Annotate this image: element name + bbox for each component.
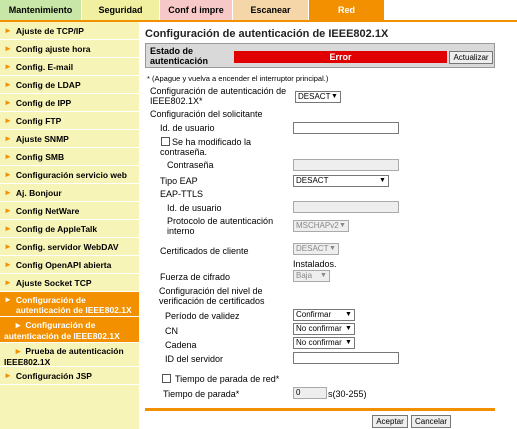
arrow-icon: ►	[4, 206, 12, 215]
chevron-down-icon: ▼	[345, 311, 352, 318]
sidebar-subitem-label: Configuración de autenticación de IEEE802.1X	[4, 320, 120, 341]
sidebar-item-tcpip[interactable]	[0, 22, 139, 40]
stop-time-unit: s(30-255)	[328, 389, 367, 399]
client-cert-value: DESACT	[296, 244, 329, 253]
inner-protocol-label: Protocolo de autenticación interno	[167, 216, 274, 236]
user-id-input[interactable]	[293, 122, 399, 134]
page-title: Configuración de autenticación de IEEE802.1X	[145, 28, 389, 40]
chevron-down-icon: ▼	[331, 93, 338, 100]
ttls-user-id-input[interactable]	[293, 201, 399, 213]
chevron-down-icon: ▼	[339, 222, 346, 229]
eap-type-value: DESACT	[296, 176, 329, 185]
eap-type-select[interactable]	[293, 175, 389, 187]
stop-time-label: Tiempo de parada*	[163, 389, 240, 399]
cn-select[interactable]	[293, 323, 355, 335]
client-cert-label: Certificados de cliente	[160, 246, 249, 256]
status-panel	[145, 43, 495, 68]
password-label: Contraseña	[167, 160, 214, 170]
sidebar-item-ftp[interactable]	[0, 112, 139, 130]
sidebar-item-label: Config SMB	[15, 151, 65, 162]
sidebar-item-ldap[interactable]	[0, 76, 139, 94]
arrow-icon: ►	[4, 242, 12, 251]
cipher-strength-select[interactable]	[293, 270, 330, 282]
arrow-icon: ►	[4, 188, 12, 197]
sidebar-item-label: Configuración JSP	[15, 370, 92, 381]
sidebar-item-label: Config FTP	[15, 115, 62, 126]
sidebar-item-openapi[interactable]	[0, 256, 139, 274]
sidebar-item-label: Config ajuste hora	[15, 43, 91, 54]
arrow-icon: ►	[4, 98, 12, 107]
sidebar-item-web-service[interactable]	[0, 166, 139, 184]
chevron-down-icon: ▼	[329, 245, 336, 252]
arrow-icon: ►	[4, 116, 12, 125]
cancel-button[interactable]: Cancelar	[411, 415, 451, 428]
arrow-icon: ►	[4, 224, 12, 233]
sidebar-item-label: Ajuste de TCP/IP	[15, 25, 84, 36]
tab-bar	[0, 0, 517, 22]
chain-label: Cadena	[165, 340, 197, 350]
arrow-icon: ►	[4, 278, 12, 287]
sidebar-item-label: Config. servidor WebDAV	[15, 241, 119, 252]
chevron-down-icon: ▼	[345, 325, 352, 332]
client-cert-select[interactable]	[293, 243, 339, 255]
tab-escanear[interactable]: Escanear	[233, 0, 309, 20]
user-id-label: Id. de usuario	[160, 123, 215, 133]
chain-value: No confirmar	[296, 338, 342, 347]
auth-setting-select[interactable]	[295, 91, 341, 103]
sidebar	[0, 22, 139, 429]
sidebar-item-appletalk[interactable]	[0, 220, 139, 238]
sidebar-item-bonjour[interactable]	[0, 184, 139, 202]
eap-ttls-heading: EAP-TTLS	[160, 189, 204, 199]
sidebar-item-snmp[interactable]	[0, 130, 139, 148]
tab-seguridad[interactable]: Seguridad	[82, 0, 160, 20]
tab-conf-impre[interactable]: Conf d impre	[160, 0, 233, 20]
status-error-badge: Error	[234, 51, 447, 63]
installed-status: Instalados.	[293, 259, 337, 269]
validity-select[interactable]	[293, 309, 355, 321]
sidebar-item-label: Config de IPP	[15, 97, 72, 108]
sidebar-item-label: Ajuste Socket TCP	[15, 277, 92, 288]
sidebar-item-label: Config OpenAPI abierta	[15, 259, 112, 270]
sidebar-item-label: Config de LDAP	[15, 79, 81, 90]
arrow-icon: ►	[4, 295, 12, 304]
arrow-icon: ►	[14, 320, 23, 330]
arrow-icon: ►	[4, 44, 12, 53]
sidebar-item-label: Config NetWare	[15, 205, 80, 216]
server-id-label: ID del servidor	[165, 354, 224, 364]
cn-value: No confirmar	[296, 324, 342, 333]
arrow-icon: ►	[4, 170, 12, 179]
chevron-down-icon: ▼	[320, 272, 327, 279]
auth-setting-label: Configuración de autenticación de IEEE802.1X*	[150, 86, 287, 106]
arrow-icon: ►	[4, 80, 12, 89]
sidebar-item-label: Configuración de autenticación de IEEE802.1X	[15, 295, 132, 315]
inner-protocol-select[interactable]	[293, 220, 349, 232]
form-divider	[145, 408, 495, 411]
arrow-icon: ►	[4, 260, 12, 269]
network-stop-checkbox[interactable]	[162, 374, 171, 383]
inner-protocol-value: MSCHAPv2	[296, 221, 339, 230]
eap-type-label: Tipo EAP	[160, 176, 198, 186]
sidebar-subitem-auth-config[interactable]	[0, 317, 139, 343]
restart-note: * (Apague y vuelva a encender el interruptor principal.)	[147, 74, 329, 83]
sidebar-item-label: Ajuste SNMP	[15, 133, 69, 144]
arrow-icon: ►	[14, 346, 23, 356]
status-label: Estado de autenticación	[150, 46, 209, 66]
stop-time-input[interactable]: 0	[293, 387, 327, 399]
validity-label: Período de validez	[165, 311, 240, 321]
applicant-heading: Configuración del solicitante	[150, 109, 263, 119]
sidebar-subitem-label: Prueba de autenticación IEEE802.1X	[4, 346, 124, 367]
sidebar-item-ipp[interactable]	[0, 94, 139, 112]
sidebar-item-label: Aj. Bonjour	[15, 187, 62, 198]
chain-select[interactable]	[293, 337, 355, 349]
password-changed-label: Se ha modificado la contraseña.	[160, 137, 252, 157]
sidebar-item-smb[interactable]	[0, 148, 139, 166]
sidebar-item-label: Config de AppleTalk	[15, 223, 98, 234]
sidebar-item-jsp[interactable]	[0, 367, 139, 385]
password-input[interactable]	[293, 159, 399, 171]
verify-level-heading: Configuración del nivel de verificación de certificados	[159, 286, 265, 306]
arrow-icon: ►	[4, 62, 12, 71]
accept-button[interactable]: Aceptar	[372, 415, 408, 428]
cipher-strength-value: Baja	[296, 271, 313, 280]
refresh-button[interactable]: Actualizar	[449, 51, 493, 64]
sidebar-item-netware[interactable]	[0, 202, 139, 220]
sidebar-item-label: Config. E-mail	[15, 61, 74, 72]
arrow-icon: ►	[4, 26, 12, 35]
arrow-icon: ►	[4, 152, 12, 161]
sidebar-item-webdav[interactable]	[0, 238, 139, 256]
chevron-down-icon: ▼	[345, 339, 352, 346]
tab-red[interactable]: Red	[309, 0, 385, 20]
sidebar-item-hora[interactable]	[0, 40, 139, 58]
arrow-icon: ►	[4, 134, 12, 143]
auth-setting-value: DESACT	[298, 92, 331, 101]
sidebar-item-email[interactable]	[0, 58, 139, 76]
server-id-input[interactable]	[293, 352, 399, 364]
chevron-down-icon: ▼	[379, 177, 386, 184]
validity-value: Confirmar	[296, 310, 332, 319]
sidebar-item-ieee8021x[interactable]	[0, 292, 139, 317]
sidebar-item-label: Configuración servicio web	[15, 169, 127, 180]
tab-mantenimiento[interactable]: Mantenimiento	[0, 0, 82, 20]
cn-label: CN	[165, 326, 178, 336]
network-stop-label: Tiempo de parada de red*	[175, 374, 280, 384]
sidebar-item-socket-tcp[interactable]	[0, 274, 139, 292]
cipher-strength-label: Fuerza de cifrado	[160, 272, 231, 282]
arrow-icon: ►	[4, 371, 12, 380]
sidebar-subitem-auth-test[interactable]	[0, 343, 139, 367]
ttls-user-id-label: Id. de usuario	[167, 203, 222, 213]
